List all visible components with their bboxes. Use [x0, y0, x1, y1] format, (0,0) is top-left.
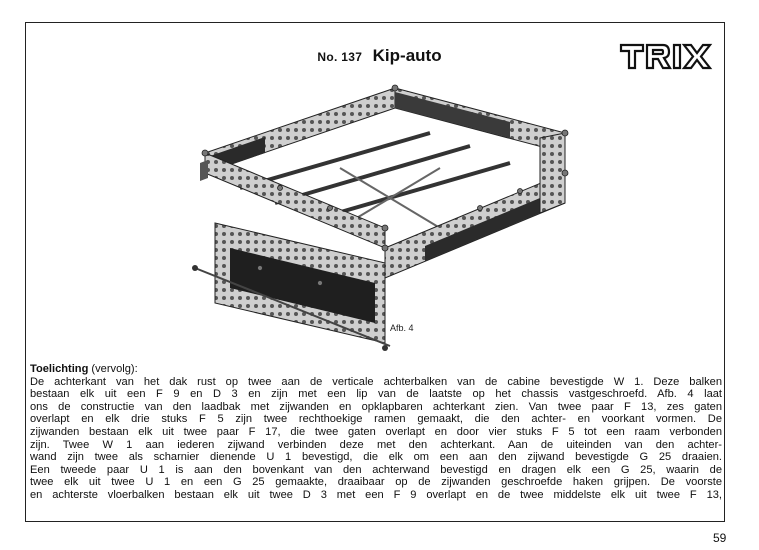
page-number: 59 — [713, 531, 727, 545]
text-line: zijn. Twee W 1 aan iederen zijwand verbinden deze met den achterkant. Aan de uiteinden van den achter- — [30, 438, 722, 451]
text-line: en achterste vloerbalken bestaan elk uit twee D 3 met een F 9 overlapt en de twee middelste elk uit twee F 13, — [30, 488, 722, 501]
text-line: ons de constructie van den laadbak met zijwanden en opklapbaren achterkant zien. Van twee paar F 13, zes gaten — [30, 400, 722, 413]
figure-caption: Afb. 4 — [390, 323, 414, 333]
text-line: overlapt en elk drie stuks F 5 zijn twee rechthoekige ramen gemaakt, die den achter- en voorkant vormen. De — [30, 413, 722, 426]
brand-logo — [619, 41, 719, 71]
explanation-text — [30, 363, 722, 502]
text-line: Een tweede paar U 1 is aan den bovenkant van den achterwand bevestigd en dragen elk een G 25, waarin de — [30, 463, 722, 476]
model-number: No. 137 — [317, 50, 363, 64]
truck-bed-illustration — [180, 78, 570, 358]
explanation-heading — [30, 363, 722, 376]
text-line: twee elk uit twee U 1 en een G 25 gemaakte, draaibaar op de zijwanden geschroefde haken grijpen. De voorste — [30, 476, 722, 489]
heading-bold: Toelichting — [30, 363, 89, 375]
text-line: wand zijn twee als scharnier dienende U 1 bevestigd, die elk om een aan den zijwand bevestigde G 25 draaien. — [30, 451, 722, 464]
text-line: De achterkant van het dak rust op twee aan de verticale achterbalken van de cabine bevestigde W 1. Deze balken — [30, 375, 722, 388]
dump-body-image-icon — [180, 78, 570, 358]
heading-rest: (vervolg): — [88, 363, 138, 375]
text-line: zijwanden bestaan elk uit twee paar F 17, die twee gaten overlapt en door vier stuks F 5 tot een raam verbonden — [30, 425, 722, 438]
model-name: Kip-auto — [372, 46, 442, 65]
text-line: bestaan elk uit een F 9 en D 3 en zijn met een lip van de laatste op het chassis vastgeschroefd. Afb. 4 laat — [30, 388, 722, 401]
